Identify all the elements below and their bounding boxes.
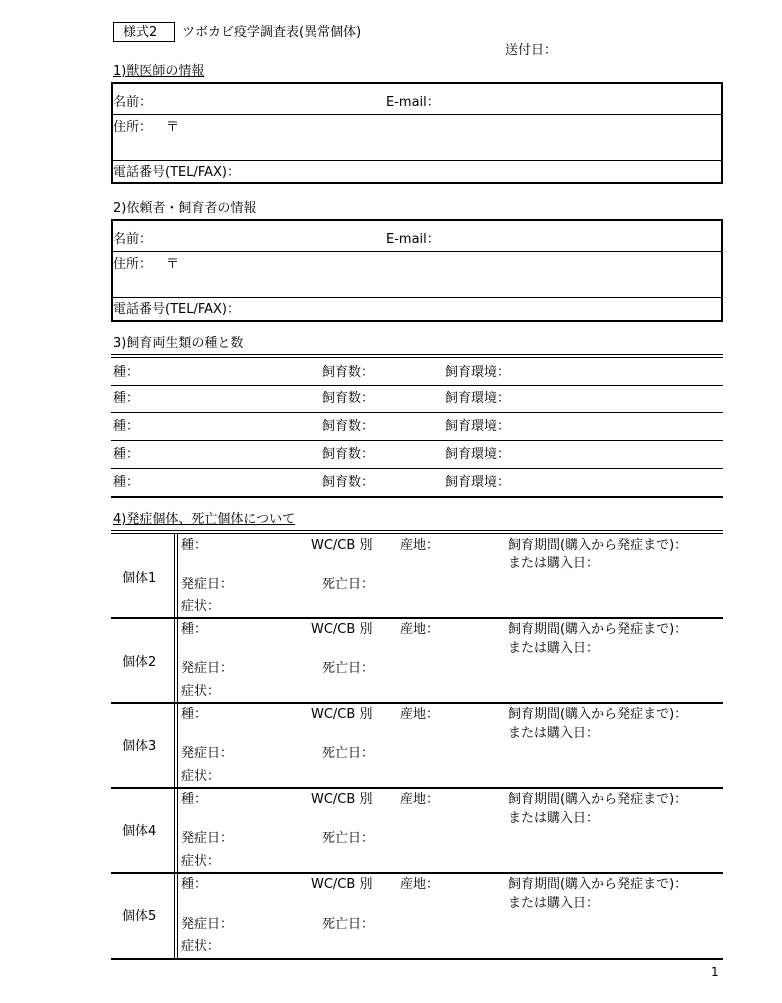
postal-mark: 〒 [166,120,180,135]
origin-field[interactable]: 産地： [400,792,440,807]
origin-field[interactable]: 産地： [400,707,440,722]
page-number: 1 [711,965,719,979]
count-field[interactable]: 飼育数： [322,475,375,490]
species-field[interactable]: 種： [113,475,140,490]
row-divider [111,440,723,441]
period-field[interactable]: 飼育期間(購入から発症まで)： [508,792,688,807]
purchase-date-field[interactable]: または購入日： [508,811,600,826]
species-field[interactable]: 種： [181,877,208,892]
origin-field[interactable]: 産地： [400,538,440,553]
period-field[interactable]: 飼育期間(購入から発症まで)： [508,622,688,637]
symptoms-field[interactable]: 症状： [181,684,221,699]
environment-field[interactable]: 飼育環境： [445,391,511,406]
purchase-date-field[interactable]: または購入日： [508,641,600,656]
section1-heading: 1)獣医師の情報 [113,64,205,79]
onset-date-field[interactable]: 発症日： [181,917,234,932]
vet-name-field[interactable]: 名前： [113,95,153,110]
onset-date-field[interactable]: 発症日： [181,746,234,761]
death-date-field[interactable]: 死亡日： [322,661,375,676]
count-field[interactable]: 飼育数： [322,391,375,406]
individual-label: 個体2 [122,655,157,670]
row-divider [111,468,723,469]
onset-date-field[interactable]: 発症日： [181,577,234,592]
species-field[interactable]: 種： [113,391,140,406]
vet-phone-field[interactable]: 電話番号(TEL/FAX)： [113,165,241,180]
onset-date-field[interactable]: 発症日： [181,831,234,846]
origin-field[interactable]: 産地： [400,877,440,892]
section4-heading: 4)発症個体、死亡個体について [113,512,296,527]
purchase-date-field[interactable]: または購入日： [508,556,600,571]
environment-field[interactable]: 飼育環境： [445,365,511,380]
vet-email-field[interactable]: E-mail： [386,95,440,110]
section2-heading: 2)依頼者・飼育者の情報 [113,201,257,216]
owner-phone-field[interactable]: 電話番号(TEL/FAX)： [113,302,241,317]
section4-bottom-rule [111,958,723,960]
species-field[interactable]: 種： [181,622,208,637]
species-field[interactable]: 種： [181,538,208,553]
period-field[interactable]: 飼育期間(購入から発症まで)： [508,538,688,553]
individual-divider [111,702,723,704]
species-field[interactable]: 種： [113,365,140,380]
row-divider [111,385,723,386]
individual-divider [111,872,723,874]
symptoms-field[interactable]: 症状： [181,854,221,869]
form-tag: 様式2 [123,25,158,40]
symptoms-field[interactable]: 症状： [181,939,221,954]
section3-bottom-rule [111,496,723,498]
death-date-field[interactable]: 死亡日： [322,746,375,761]
wccb-field[interactable]: WC/CB 別 [311,622,373,637]
section1-divider [111,114,723,115]
species-field[interactable]: 種： [113,447,140,462]
section3-top-rule [111,357,723,358]
origin-field[interactable]: 産地： [400,622,440,637]
individual-label: 個体4 [122,824,157,839]
section3-heading: 3)飼育両生類の種と数 [113,336,244,351]
send-date-label[interactable]: 送付日： [505,43,558,58]
section2-divider [111,251,723,252]
species-field[interactable]: 種： [181,707,208,722]
count-field[interactable]: 飼育数： [322,419,375,434]
environment-field[interactable]: 飼育環境： [445,475,511,490]
individual-label: 個体5 [122,909,157,924]
row-divider [111,412,723,413]
individual-label: 個体3 [122,739,157,754]
symptoms-field[interactable]: 症状： [181,599,221,614]
onset-date-field[interactable]: 発症日： [181,661,234,676]
individual-label: 個体1 [122,571,157,586]
form-title: ツボカビ疫学調査表(異常個体) [182,25,362,40]
postal-mark: 〒 [166,257,180,272]
purchase-date-field[interactable]: または購入日： [508,726,600,741]
period-field[interactable]: 飼育期間(購入から発症まで)： [508,707,688,722]
purchase-date-field[interactable]: または購入日： [508,896,600,911]
environment-field[interactable]: 飼育環境： [445,419,511,434]
section4-column-rule [174,533,175,960]
section2-divider [111,297,723,298]
death-date-field[interactable]: 死亡日： [322,831,375,846]
wccb-field[interactable]: WC/CB 別 [311,707,373,722]
owner-name-field[interactable]: 名前： [113,232,153,247]
environment-field[interactable]: 飼育環境： [445,447,511,462]
death-date-field[interactable]: 死亡日： [322,917,375,932]
owner-email-field[interactable]: E-mail： [386,232,440,247]
count-field[interactable]: 飼育数： [322,447,375,462]
section4-top-rule [111,533,723,534]
section4-column-rule [177,533,178,960]
symptoms-field[interactable]: 症状： [181,769,221,784]
section3-top-rule [111,354,723,355]
wccb-field[interactable]: WC/CB 別 [311,877,373,892]
wccb-field[interactable]: WC/CB 別 [311,792,373,807]
species-field[interactable]: 種： [113,419,140,434]
period-field[interactable]: 飼育期間(購入から発症まで)： [508,877,688,892]
species-field[interactable]: 種： [181,792,208,807]
owner-address-field[interactable]: 住所： [113,257,153,272]
death-date-field[interactable]: 死亡日： [322,577,375,592]
vet-address-field[interactable]: 住所： [113,120,153,135]
count-field[interactable]: 飼育数： [322,365,375,380]
section1-divider [111,160,723,161]
individual-divider [111,617,723,619]
section4-top-rule [111,530,723,531]
wccb-field[interactable]: WC/CB 別 [311,538,373,553]
individual-divider [111,787,723,789]
